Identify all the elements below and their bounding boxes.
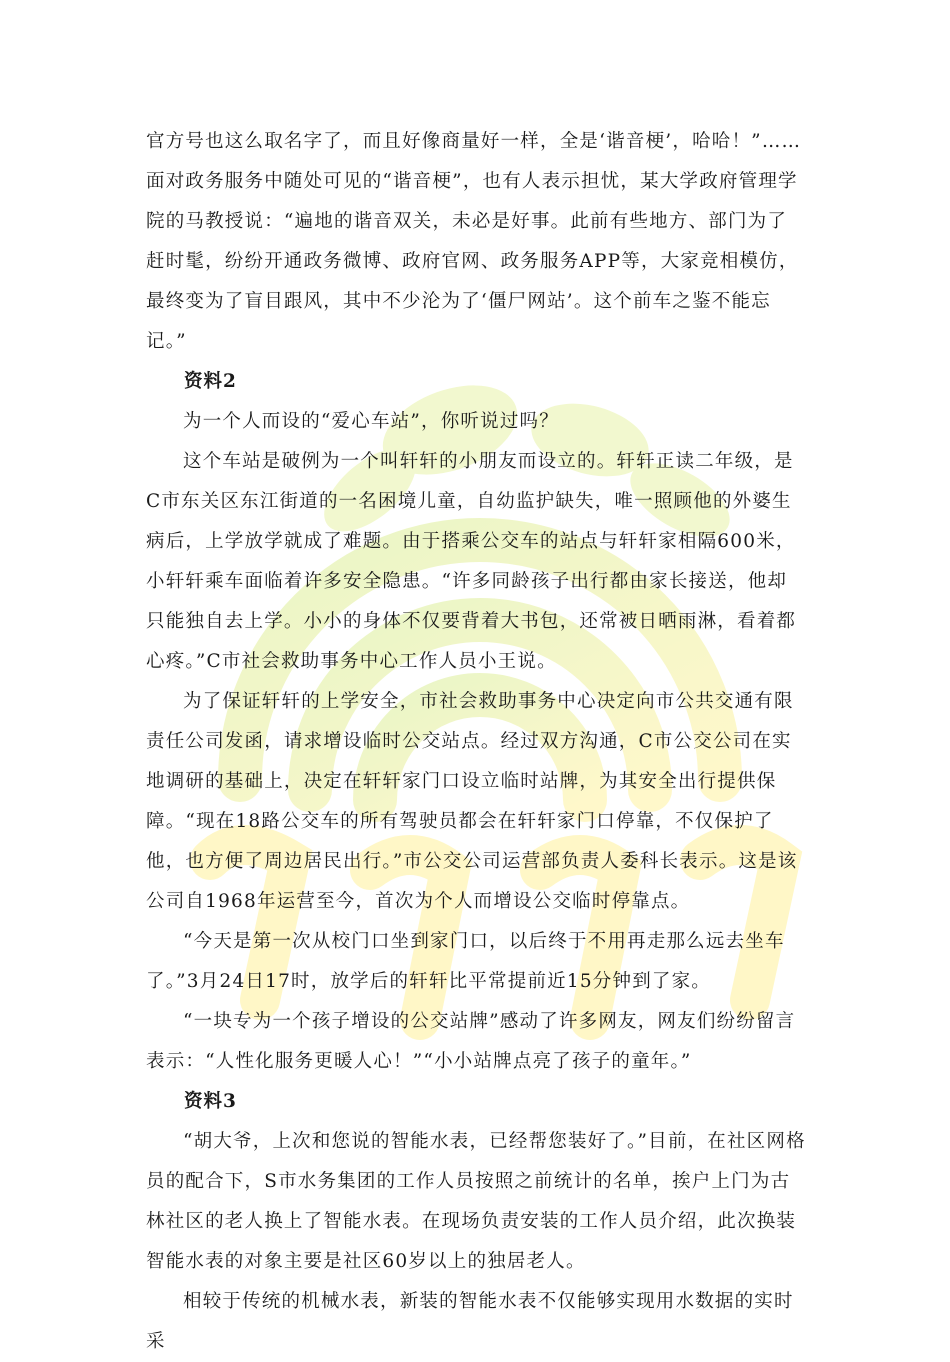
section2-paragraph: 这个车站是破例为一个叫轩轩的小朋友而设立的。轩轩正读二年级，是C市东关区东江街道的一名困境儿童，自幼监护缺失，唯一照顾他的外婆生病后，上学放学就成了难题。由于搭乘公交车的站点与轩轩家相隔600米，小轩轩乘车面临着许多安全隐患。“许多同龄孩子出行都由家长接送，他却只能独自去上学。小小的身体不仅要背着大书包，还常被日晒雨淋，看着都心疼。”C市社会救助事务中心工作人员小王说。 bbox=[146, 451, 797, 672]
section3-paragraph: “胡大爷，上次和您说的智能水表，已经帮您装好了。”目前，在社区网格员的配合下，S市水务集团的工作人员按照之前统计的名单，挨户上门为古林社区的老人换上了智能水表。在现场负责安装的工作人员介绍，此次换装智能水表的对象主要是社区60岁以上的独居老人。 bbox=[146, 1131, 806, 1272]
section2-paragraph: “今天是第一次从校门口坐到家门口，以后终于不用再走那么远去坐车了。”3月24日17时，放学后的轩轩比平常提前近15分钟到了家。 bbox=[146, 931, 785, 992]
document-body bbox=[146, 122, 806, 1362]
section2-paragraph: “一块专为一个孩子增设的公交站牌”感动了许多网友，网友们纷纷留言表示：“人性化服务更暖人心！”“小小站牌点亮了孩子的童年。” bbox=[146, 1011, 796, 1072]
paragraph-top: 官方号也这么取名字了，而且好像商量好一样，全是‘谐音梗’，哈哈！”……面对政务服务中随处可见的“谐音梗”，也有人表示担忧，某大学政府管理学院的马教授说：“遍地的谐音双关，未必是好事。此前有些地方、部门为了赶时髦，纷纷开通政务微博、政府官网、政务服务APP等，大家竞相模仿，最终变为了盲目跟风，其中不少沦为了‘僵尸网站’。这个前车之鉴不能忘记。” bbox=[146, 131, 802, 352]
section2-paragraph: 为了保证轩轩的上学安全，市社会救助事务中心决定向市公共交通有限责任公司发函，请求增设临时公交站点。经过双方沟通，C市公交公司在实地调研的基础上，决定在轩轩家门口设立临时站牌，为其安全出行提供保障。“现在18路公交车的所有驾驶员都会在轩轩家门口停靠，不仅保护了他，也方便了周边居民出行。”市公交公司运营部负责人委科长表示。这是该公司自1968年运营至今，首次为个人而增设公交临时停靠点。 bbox=[146, 691, 798, 912]
section3-paragraph: 相较于传统的机械水表，新装的智能水表不仅能够实现用水数据的实时采 bbox=[146, 1291, 794, 1352]
section-heading-3: 资料3 bbox=[184, 1091, 237, 1112]
section-heading-2: 资料2 bbox=[184, 371, 237, 392]
section2-paragraph: 为一个人而设的“爱心车站”，你听说过吗？ bbox=[183, 411, 559, 432]
